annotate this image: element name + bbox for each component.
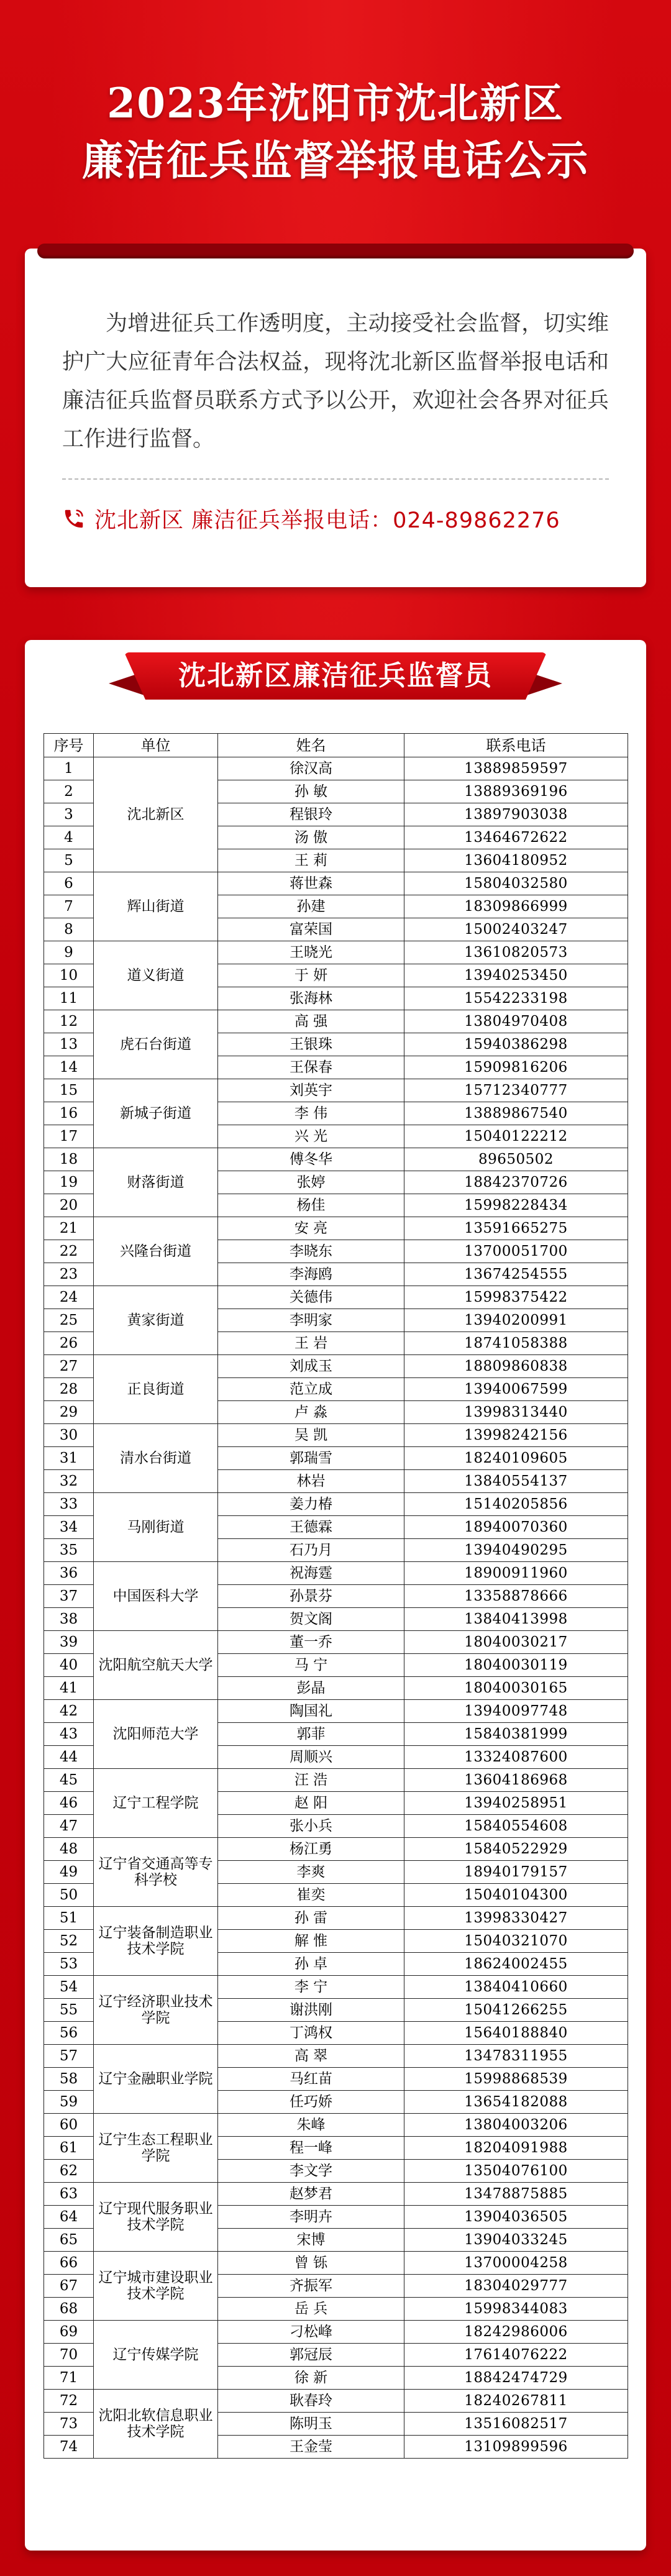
table-row bbox=[44, 757, 628, 780]
cell-phone[interactable]: 18940179157 bbox=[404, 1861, 628, 1884]
cell-phone[interactable]: 13998242156 bbox=[404, 1424, 628, 1447]
cell-index: 56 bbox=[44, 2022, 94, 2045]
table-row bbox=[44, 1424, 628, 1447]
cell-index: 60 bbox=[44, 2114, 94, 2137]
cell-phone[interactable]: 18900911960 bbox=[404, 1562, 628, 1585]
cell-phone[interactable]: 15998344083 bbox=[404, 2298, 628, 2321]
cell-name: 兴 光 bbox=[218, 1125, 404, 1148]
title-line-1: 2023年沈阳市沈北新区 bbox=[107, 79, 564, 127]
cell-name: 祝海霆 bbox=[218, 1562, 404, 1585]
cell-index: 18 bbox=[44, 1148, 94, 1171]
cell-unit: 中国医科大学 bbox=[94, 1562, 218, 1631]
cell-phone[interactable]: 13804003206 bbox=[404, 2114, 628, 2137]
table-row bbox=[44, 2321, 628, 2344]
cell-index: 44 bbox=[44, 1746, 94, 1769]
cell-index: 23 bbox=[44, 1263, 94, 1286]
cell-name: 李爽 bbox=[218, 1861, 404, 1884]
cell-phone[interactable]: 18741058388 bbox=[404, 1332, 628, 1355]
cell-phone[interactable]: 13840554137 bbox=[404, 1470, 628, 1493]
cell-phone[interactable]: 18940070360 bbox=[404, 1516, 628, 1539]
notice-divider bbox=[62, 478, 609, 480]
hotline-text: 沈北新区 廉洁征兵举报电话：024-89862276 bbox=[94, 508, 560, 533]
cell-index: 6 bbox=[44, 872, 94, 895]
cell-phone[interactable]: 13904033245 bbox=[404, 2229, 628, 2252]
cell-name: 马 宁 bbox=[218, 1654, 404, 1677]
cell-index: 68 bbox=[44, 2298, 94, 2321]
cell-name: 刘英宇 bbox=[218, 1079, 404, 1102]
cell-phone[interactable]: 18309866999 bbox=[404, 895, 628, 918]
title-line-2: 廉洁征兵监督举报电话公示 bbox=[82, 136, 589, 185]
cell-name: 谢洪刚 bbox=[218, 1999, 404, 2022]
cell-unit: 黄家街道 bbox=[94, 1286, 218, 1355]
cell-name: 王金莹 bbox=[218, 2436, 404, 2459]
cell-phone[interactable]: 13324087600 bbox=[404, 1746, 628, 1769]
cell-index: 48 bbox=[44, 1838, 94, 1861]
cell-index: 58 bbox=[44, 2068, 94, 2091]
cell-index: 10 bbox=[44, 964, 94, 987]
cell-index: 2 bbox=[44, 780, 94, 803]
cell-name: 杨江勇 bbox=[218, 1838, 404, 1861]
cell-index: 67 bbox=[44, 2275, 94, 2298]
cell-name: 刁松峰 bbox=[218, 2321, 404, 2344]
cell-name: 孙 雷 bbox=[218, 1907, 404, 1930]
table-row bbox=[44, 941, 628, 964]
cell-phone[interactable]: 15940386298 bbox=[404, 1033, 628, 1056]
cell-phone[interactable]: 13840410660 bbox=[404, 1976, 628, 1999]
cell-phone[interactable]: 15140205856 bbox=[404, 1493, 628, 1516]
cell-name: 卢 淼 bbox=[218, 1401, 404, 1424]
cell-phone[interactable]: 13604180952 bbox=[404, 849, 628, 872]
cell-index: 13 bbox=[44, 1033, 94, 1056]
cell-index: 14 bbox=[44, 1056, 94, 1079]
header-index: 序号 bbox=[44, 734, 94, 757]
cell-index: 9 bbox=[44, 941, 94, 964]
cell-index: 40 bbox=[44, 1654, 94, 1677]
cell-phone[interactable]: 13998313440 bbox=[404, 1401, 628, 1424]
cell-unit: 沈北新区 bbox=[94, 757, 218, 872]
cell-name: 王德霖 bbox=[218, 1516, 404, 1539]
cell-phone[interactable]: 13504076100 bbox=[404, 2160, 628, 2183]
cell-index: 38 bbox=[44, 1608, 94, 1631]
cell-index: 41 bbox=[44, 1677, 94, 1700]
cell-phone[interactable]: 13654182088 bbox=[404, 2091, 628, 2114]
cell-phone[interactable]: 15041266255 bbox=[404, 1999, 628, 2022]
cell-name: 马红苗 bbox=[218, 2068, 404, 2091]
cell-name: 赵梦君 bbox=[218, 2183, 404, 2206]
cell-index: 64 bbox=[44, 2206, 94, 2229]
cell-name: 李文学 bbox=[218, 2160, 404, 2183]
table-row bbox=[44, 1355, 628, 1378]
cell-index: 24 bbox=[44, 1286, 94, 1309]
cell-phone[interactable]: 13591665275 bbox=[404, 1217, 628, 1240]
cell-phone[interactable]: 13804970408 bbox=[404, 1010, 628, 1033]
notice-card bbox=[25, 249, 646, 587]
cell-name: 王晓光 bbox=[218, 941, 404, 964]
cell-name: 曾 铄 bbox=[218, 2252, 404, 2275]
cell-name: 李 宁 bbox=[218, 1976, 404, 1999]
cell-unit: 清水台街道 bbox=[94, 1424, 218, 1493]
cell-index: 74 bbox=[44, 2436, 94, 2459]
table-row bbox=[44, 1286, 628, 1309]
cell-name: 李 伟 bbox=[218, 1102, 404, 1125]
cell-index: 54 bbox=[44, 1976, 94, 1999]
notice-scroll-bar bbox=[37, 244, 634, 258]
cell-index: 45 bbox=[44, 1769, 94, 1792]
cell-unit: 辽宁省交通高等专科学校 bbox=[94, 1838, 218, 1907]
cell-phone[interactable]: 18624002455 bbox=[404, 1953, 628, 1976]
cell-unit: 辽宁装备制造职业技术学院 bbox=[94, 1907, 218, 1976]
cell-phone[interactable]: 15840522929 bbox=[404, 1838, 628, 1861]
cell-phone[interactable]: 15998868539 bbox=[404, 2068, 628, 2091]
cell-name: 吴 凯 bbox=[218, 1424, 404, 1447]
cell-index: 22 bbox=[44, 1240, 94, 1263]
cell-phone[interactable]: 13940253450 bbox=[404, 964, 628, 987]
cell-phone[interactable]: 18842474729 bbox=[404, 2367, 628, 2390]
cell-index: 20 bbox=[44, 1194, 94, 1217]
cell-unit: 辽宁经济职业技术学院 bbox=[94, 1976, 218, 2045]
cell-name: 郭冠辰 bbox=[218, 2344, 404, 2367]
cell-name: 李明卉 bbox=[218, 2206, 404, 2229]
cell-phone[interactable]: 17614076222 bbox=[404, 2344, 628, 2367]
cell-name: 王银珠 bbox=[218, 1033, 404, 1056]
table-row bbox=[44, 1838, 628, 1861]
cell-name: 李晓东 bbox=[218, 1240, 404, 1263]
cell-name: 王 岩 bbox=[218, 1332, 404, 1355]
cell-index: 7 bbox=[44, 895, 94, 918]
cell-phone[interactable]: 13840413998 bbox=[404, 1608, 628, 1631]
cell-name: 齐振军 bbox=[218, 2275, 404, 2298]
table-row bbox=[44, 1010, 628, 1033]
table-header-row bbox=[44, 734, 628, 757]
cell-unit: 沈阳航空航天大学 bbox=[94, 1631, 218, 1700]
cell-index: 55 bbox=[44, 1999, 94, 2022]
table-row bbox=[44, 872, 628, 895]
cell-phone[interactable]: 15002403247 bbox=[404, 918, 628, 941]
cell-name: 赵 阳 bbox=[218, 1792, 404, 1815]
table-row bbox=[44, 1907, 628, 1930]
cell-phone[interactable]: 13109899596 bbox=[404, 2436, 628, 2459]
cell-name: 王 莉 bbox=[218, 849, 404, 872]
cell-name: 耿春玲 bbox=[218, 2390, 404, 2413]
cell-index: 5 bbox=[44, 849, 94, 872]
cell-phone[interactable]: 15998228434 bbox=[404, 1194, 628, 1217]
cell-name: 李明家 bbox=[218, 1309, 404, 1332]
cell-name: 孙建 bbox=[218, 895, 404, 918]
supervisor-table bbox=[43, 733, 628, 2459]
table-row bbox=[44, 1631, 628, 1654]
cell-phone[interactable]: 18809860838 bbox=[404, 1355, 628, 1378]
cell-unit: 道义街道 bbox=[94, 941, 218, 1010]
cell-index: 16 bbox=[44, 1102, 94, 1125]
cell-phone[interactable]: 13889369196 bbox=[404, 780, 628, 803]
cell-phone[interactable]: 18204091988 bbox=[404, 2137, 628, 2160]
cell-index: 30 bbox=[44, 1424, 94, 1447]
cell-unit: 沈阳北软信息职业技术学院 bbox=[94, 2390, 218, 2459]
cell-phone[interactable]: 13478311955 bbox=[404, 2045, 628, 2068]
cell-name: 张婷 bbox=[218, 1171, 404, 1194]
cell-phone[interactable]: 13940490295 bbox=[404, 1539, 628, 1562]
cell-name: 徐 新 bbox=[218, 2367, 404, 2390]
cell-index: 8 bbox=[44, 918, 94, 941]
cell-unit: 兴隆台街道 bbox=[94, 1217, 218, 1286]
cell-index: 34 bbox=[44, 1516, 94, 1539]
cell-index: 37 bbox=[44, 1585, 94, 1608]
cell-name: 徐汉高 bbox=[218, 757, 404, 780]
cell-phone[interactable]: 13700051700 bbox=[404, 1240, 628, 1263]
cell-name: 关德伟 bbox=[218, 1286, 404, 1309]
cell-phone[interactable]: 13897903038 bbox=[404, 803, 628, 826]
cell-name: 傅冬华 bbox=[218, 1148, 404, 1171]
cell-name: 孙 敏 bbox=[218, 780, 404, 803]
cell-phone[interactable]: 13604186968 bbox=[404, 1769, 628, 1792]
cell-unit: 财落街道 bbox=[94, 1148, 218, 1217]
cell-name: 陶国礼 bbox=[218, 1700, 404, 1723]
cell-name: 孙景芬 bbox=[218, 1585, 404, 1608]
table-row bbox=[44, 1562, 628, 1585]
cell-name: 郭菲 bbox=[218, 1723, 404, 1746]
cell-phone[interactable]: 15640188840 bbox=[404, 2022, 628, 2045]
cell-index: 51 bbox=[44, 1907, 94, 1930]
cell-index: 49 bbox=[44, 1861, 94, 1884]
cell-phone[interactable]: 18842370726 bbox=[404, 1171, 628, 1194]
cell-phone[interactable]: 18040030165 bbox=[404, 1677, 628, 1700]
cell-name: 富荣国 bbox=[218, 918, 404, 941]
cell-phone[interactable]: 18240267811 bbox=[404, 2390, 628, 2413]
cell-index: 61 bbox=[44, 2137, 94, 2160]
table-row bbox=[44, 1976, 628, 1999]
cell-phone[interactable]: 13998330427 bbox=[404, 1907, 628, 1930]
cell-phone[interactable]: 13889867540 bbox=[404, 1102, 628, 1125]
cell-name: 于 妍 bbox=[218, 964, 404, 987]
cell-name: 张小兵 bbox=[218, 1815, 404, 1838]
cell-phone[interactable]: 89650502 bbox=[404, 1148, 628, 1171]
cell-index: 71 bbox=[44, 2367, 94, 2390]
table-row bbox=[44, 1769, 628, 1792]
cell-name: 朱峰 bbox=[218, 2114, 404, 2137]
cell-phone[interactable]: 15998375422 bbox=[404, 1286, 628, 1309]
cell-index: 39 bbox=[44, 1631, 94, 1654]
cell-index: 43 bbox=[44, 1723, 94, 1746]
cell-index: 3 bbox=[44, 803, 94, 826]
cell-unit: 辽宁现代服务职业技术学院 bbox=[94, 2183, 218, 2252]
cell-index: 29 bbox=[44, 1401, 94, 1424]
cell-index: 59 bbox=[44, 2091, 94, 2114]
cell-name: 高 翠 bbox=[218, 2045, 404, 2068]
cell-index: 52 bbox=[44, 1930, 94, 1953]
hotline-row[interactable] bbox=[62, 503, 560, 534]
cell-phone[interactable]: 13940097748 bbox=[404, 1700, 628, 1723]
cell-name: 丁鸿权 bbox=[218, 2022, 404, 2045]
table-row bbox=[44, 2045, 628, 2068]
cell-phone[interactable]: 15909816206 bbox=[404, 1056, 628, 1079]
cell-unit: 辽宁生态工程职业学院 bbox=[94, 2114, 218, 2183]
cell-name: 范立成 bbox=[218, 1378, 404, 1401]
cell-name: 姜力椿 bbox=[218, 1493, 404, 1516]
cell-name: 高 强 bbox=[218, 1010, 404, 1033]
cell-phone[interactable]: 13940258951 bbox=[404, 1792, 628, 1815]
cell-index: 25 bbox=[44, 1309, 94, 1332]
cell-phone[interactable]: 13889859597 bbox=[404, 757, 628, 780]
cell-index: 36 bbox=[44, 1562, 94, 1585]
cell-phone[interactable]: 18040030217 bbox=[404, 1631, 628, 1654]
cell-phone[interactable]: 18240109605 bbox=[404, 1447, 628, 1470]
cell-phone[interactable]: 13464672622 bbox=[404, 826, 628, 849]
cell-phone[interactable]: 13358878666 bbox=[404, 1585, 628, 1608]
table-row bbox=[44, 1217, 628, 1240]
table-row bbox=[44, 2390, 628, 2413]
table-row bbox=[44, 1148, 628, 1171]
cell-name: 郭瑞雪 bbox=[218, 1447, 404, 1470]
cell-phone[interactable]: 15542233198 bbox=[404, 987, 628, 1010]
table-row bbox=[44, 1079, 628, 1102]
cell-index: 35 bbox=[44, 1539, 94, 1562]
cell-phone[interactable]: 15840381999 bbox=[404, 1723, 628, 1746]
cell-name: 程一峰 bbox=[218, 2137, 404, 2160]
cell-name: 李海鸥 bbox=[218, 1263, 404, 1286]
cell-name: 董一乔 bbox=[218, 1631, 404, 1654]
cell-unit: 辽宁金融职业学院 bbox=[94, 2045, 218, 2114]
cell-index: 57 bbox=[44, 2045, 94, 2068]
cell-index: 11 bbox=[44, 987, 94, 1010]
header-name: 姓名 bbox=[218, 734, 404, 757]
cell-name: 汪 浩 bbox=[218, 1769, 404, 1792]
cell-phone[interactable]: 18304029777 bbox=[404, 2275, 628, 2298]
cell-unit: 辽宁城市建设职业技术学院 bbox=[94, 2252, 218, 2321]
cell-index: 47 bbox=[44, 1815, 94, 1838]
header-phone: 联系电话 bbox=[404, 734, 628, 757]
section-banner-title: 沈北新区廉洁征兵监督员 bbox=[178, 660, 493, 692]
cell-index: 17 bbox=[44, 1125, 94, 1148]
table-row bbox=[44, 1700, 628, 1723]
cell-name: 石乃月 bbox=[218, 1539, 404, 1562]
cell-index: 21 bbox=[44, 1217, 94, 1240]
cell-phone[interactable]: 15040321070 bbox=[404, 1930, 628, 1953]
cell-unit: 新城子街道 bbox=[94, 1079, 218, 1148]
cell-index: 15 bbox=[44, 1079, 94, 1102]
phone-icon bbox=[62, 507, 86, 531]
cell-phone[interactable]: 13700004258 bbox=[404, 2252, 628, 2275]
table-row bbox=[44, 2252, 628, 2275]
cell-index: 28 bbox=[44, 1378, 94, 1401]
cell-index: 53 bbox=[44, 1953, 94, 1976]
cell-name: 杨佳 bbox=[218, 1194, 404, 1217]
cell-name: 彭晶 bbox=[218, 1677, 404, 1700]
cell-name: 陈明玉 bbox=[218, 2413, 404, 2436]
cell-unit: 虎石台街道 bbox=[94, 1010, 218, 1079]
cell-index: 46 bbox=[44, 1792, 94, 1815]
cell-name: 宋博 bbox=[218, 2229, 404, 2252]
cell-index: 50 bbox=[44, 1884, 94, 1907]
cell-phone[interactable]: 15040104300 bbox=[404, 1884, 628, 1907]
cell-phone[interactable]: 13478875885 bbox=[404, 2183, 628, 2206]
cell-phone[interactable]: 15712340777 bbox=[404, 1079, 628, 1102]
cell-name: 张海林 bbox=[218, 987, 404, 1010]
cell-name: 孙 卓 bbox=[218, 1953, 404, 1976]
cell-index: 73 bbox=[44, 2413, 94, 2436]
cell-phone[interactable]: 15040122212 bbox=[404, 1125, 628, 1148]
cell-index: 69 bbox=[44, 2321, 94, 2344]
cell-index: 19 bbox=[44, 1171, 94, 1194]
cell-unit: 辉山街道 bbox=[94, 872, 218, 941]
cell-name: 贺文阁 bbox=[218, 1608, 404, 1631]
cell-name: 安 亮 bbox=[218, 1217, 404, 1240]
cell-phone[interactable]: 15804032580 bbox=[404, 872, 628, 895]
cell-name: 崔奕 bbox=[218, 1884, 404, 1907]
cell-name: 刘成玉 bbox=[218, 1355, 404, 1378]
cell-phone[interactable]: 13940200991 bbox=[404, 1309, 628, 1332]
cell-unit: 辽宁工程学院 bbox=[94, 1769, 218, 1838]
table-row bbox=[44, 2183, 628, 2206]
cell-index: 66 bbox=[44, 2252, 94, 2275]
header-unit: 单位 bbox=[94, 734, 218, 757]
cell-name: 任巧娇 bbox=[218, 2091, 404, 2114]
cell-phone[interactable]: 18040030119 bbox=[404, 1654, 628, 1677]
page-title bbox=[0, 75, 671, 189]
cell-index: 65 bbox=[44, 2229, 94, 2252]
cell-index: 27 bbox=[44, 1355, 94, 1378]
cell-unit: 沈阳师范大学 bbox=[94, 1700, 218, 1769]
cell-index: 4 bbox=[44, 826, 94, 849]
table-row bbox=[44, 1493, 628, 1516]
cell-name: 周顺兴 bbox=[218, 1746, 404, 1769]
cell-name: 解 惟 bbox=[218, 1930, 404, 1953]
cell-phone[interactable]: 15840554608 bbox=[404, 1815, 628, 1838]
cell-index: 1 bbox=[44, 757, 94, 780]
cell-index: 62 bbox=[44, 2160, 94, 2183]
cell-name: 林岩 bbox=[218, 1470, 404, 1493]
cell-name: 蒋世森 bbox=[218, 872, 404, 895]
cell-phone[interactable]: 13674254555 bbox=[404, 1263, 628, 1286]
cell-index: 26 bbox=[44, 1332, 94, 1355]
cell-phone[interactable]: 13904036505 bbox=[404, 2206, 628, 2229]
cell-unit: 辽宁传媒学院 bbox=[94, 2321, 218, 2390]
cell-phone[interactable]: 13516082517 bbox=[404, 2413, 628, 2436]
cell-name: 汤 傲 bbox=[218, 826, 404, 849]
table-body bbox=[44, 757, 628, 2459]
cell-phone[interactable]: 13610820573 bbox=[404, 941, 628, 964]
cell-index: 33 bbox=[44, 1493, 94, 1516]
cell-index: 70 bbox=[44, 2344, 94, 2367]
cell-name: 岳 兵 bbox=[218, 2298, 404, 2321]
cell-index: 63 bbox=[44, 2183, 94, 2206]
cell-name: 王保春 bbox=[218, 1056, 404, 1079]
cell-index: 31 bbox=[44, 1447, 94, 1470]
cell-unit: 正良街道 bbox=[94, 1355, 218, 1424]
cell-index: 32 bbox=[44, 1470, 94, 1493]
cell-phone[interactable]: 18242986006 bbox=[404, 2321, 628, 2344]
cell-index: 72 bbox=[44, 2390, 94, 2413]
cell-unit: 马刚街道 bbox=[94, 1493, 218, 1562]
cell-name: 程银玲 bbox=[218, 803, 404, 826]
notice-paragraph: 为增进征兵工作透明度，主动接受社会监督，切实维护广大应征青年合法权益，现将沈北新区监督举报电话和廉洁征兵监督员联系方式予以公开，欢迎社会各界对征兵工作进行监督。 bbox=[62, 311, 609, 452]
cell-phone[interactable]: 13940067599 bbox=[404, 1378, 628, 1401]
cell-index: 12 bbox=[44, 1010, 94, 1033]
table-row bbox=[44, 2114, 628, 2137]
cell-index: 42 bbox=[44, 1700, 94, 1723]
